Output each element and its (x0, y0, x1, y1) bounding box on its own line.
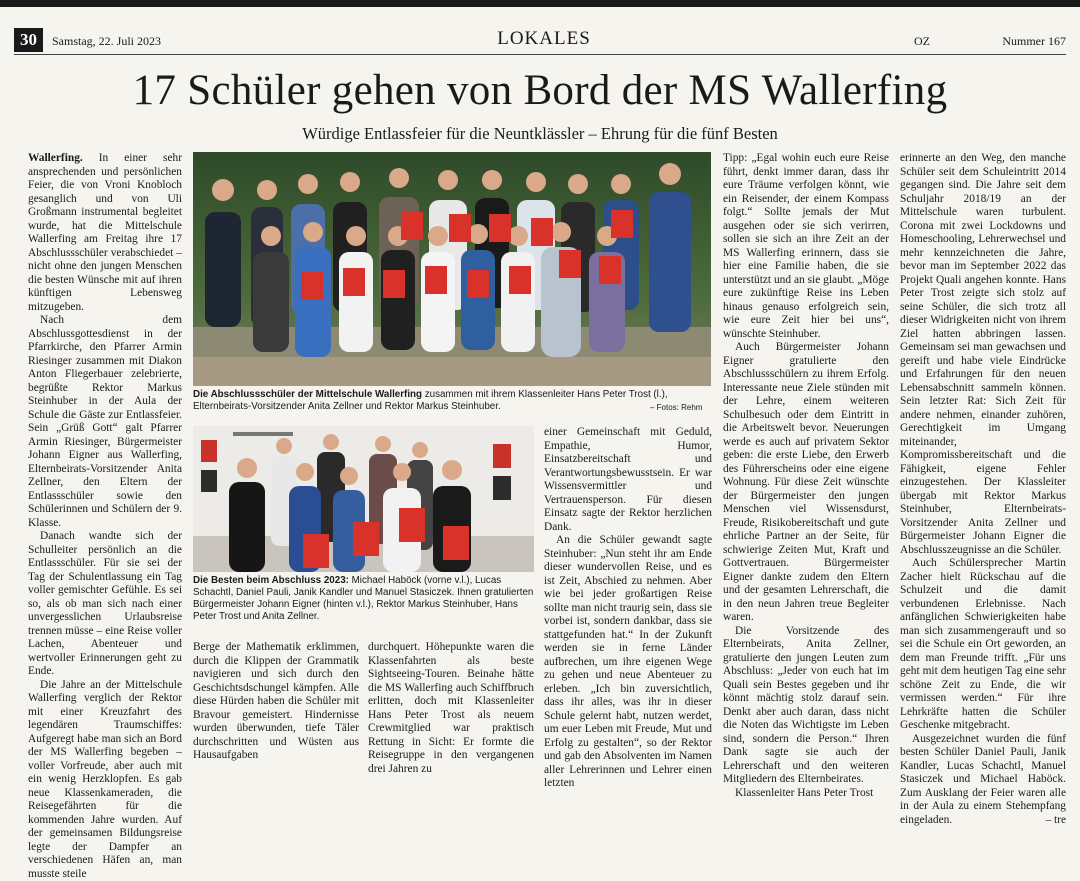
paragraph: Die Vorsitzende des Elternbeirats, Anita Zellner, gratulierte den jungen Leuten zum Abschluss: „Jeder von euch hat im Quali sein Bestes gegeben und ihr könnt mächtig stolz darauf sein. Denkt aber auch daran, dass nicht die Noten das Wichtigste im Leben sind, sondern die Person.“ Ihren Dank sagte sie auch der Lehrerschaft und den weiteren Mitgliedern des Elternbeirates. (723, 625, 889, 787)
paragraph: Ausgezeichnet wurden die fünf besten Schüler Daniel Pauli, Janik Kandler, Lucas Schachtl, Manuel Stasiczek und Michael Haböck. Zum Ausklang der Feier waren alle in der Aula zu einem Stehempfang eingeladen. – tre (900, 733, 1066, 828)
photo1-caption: Die Abschlussschüler der Mittelschule Wallerfing zusammen mit ihrem Klassenleiter Hans Peter Trost (l.), Elternbeirats-Vorsitzender Anita Zellner und Rektor Markus Steinhuber. (193, 389, 711, 413)
photo2-caption: Die Besten beim Abschluss 2023: Michael Haböck (vorne v.l.), Lucas Schachtl, Daniel Pauli, Janik Kandler und Manuel Stasiczek. Ihnen gratulierten Bürgermeister Johann Eigner (hinten v.l.), Rektor Markus Steinhuber, Hans Peter Trost und Anita Zellner. (193, 575, 534, 623)
paragraph: Tipp: „Egal wohin euch eure Reise führt, denkt immer daran, dass ihr eure Träume verfolgen könnt, wie ein Reisender, der einem Kompass folgt.“ Sollte jemals der Mut ausgehen oder sie sich verirren, sollen sie sich an ihre Zeit an der MS Wallerfing erinnern, dass sie hier eine Familie haben, die sie unterstützt und an sie glaubt. „Möge eure zukünftige Reise ins Leben hinaus genauso erfolgreich sein, wie eure Zeit hier bei uns“, wünschte Steinhuber. (723, 152, 889, 341)
photo-credit: – Fotos: Rehm (650, 403, 702, 412)
subheadline: Würdige Entlassfeier für die Neuntklässler – Ehrung für die fünf Besten (0, 124, 1080, 144)
paragraph: erinnerte an den Weg, den manche Schüler seit dem Schuleintritt 2014 gegangen sind. Die Jahre seit dem Schuljahr 2018/19 an der Mittelschule waren turbulent. Corona mit zwei Lockdowns und Homeschooling, Lehrerwechsel und mehr kennzeichneten die Jahre, bevor man im September 2022 das Projekt Quali angehen konnte. Hans Peter Trost zeigte sich stolz auf seine Schüler, die sich trotz all dieser Widrigkeiten nicht von ihrem Ziel hatten abbringen lassen. Gemeinsam sei man gewachsen und gereift und habe viele Eindrücke und Erfahrungen für den neuen Lebensabschnitt sammeln können. Sein letzter Rat: Sich Zeit für andere nehmen, einander zuhören, Gerechtigkeit im Umgang miteinander, Kompromissbereitschaft und die Fähigkeit, eigene Fehler einzugestehen. Der Klassleiter übergab mit Rektor Markus Steinhuber, Elternbeirats-Vorsitzender Anita Zellner und Bürgermeister Johann Eigner die Abschlusszeugnisse an die Schüler. (900, 152, 1066, 557)
group-photo-image (193, 152, 711, 386)
paper-abbrev: OZ (914, 34, 930, 49)
dateline: Wallerfing. (28, 152, 83, 164)
paragraph: durchquert. Höhepunkte waren die Klassenfahrten als beste Sightseeing-Touren. Beinahe hätte die MS Wallerfing auch Schiffbruch erlitten, doch mit Klassenleiter Hans Peter Trost als neuem Crewmitglied war praktisch Rettung in Sicht: Er formte die Reisegruppe in den vergangenen drei Jahren zu (368, 641, 534, 776)
page-number: 30 (14, 28, 43, 52)
paragraph: Berge der Mathematik erklimmen, durch die Klippen der Grammatik navigieren und sich durch den Geschichtsdschungel kämpfen. Alle diese Hürden haben die Schüler mit Bravour gemeistert. Hindernisse wurden überwunden, tiefe Täler durchschritten und Wüsten aus Hausaufgaben (193, 641, 359, 763)
paragraph: Auch Schülersprecher Martin Zacher hielt Rückschau auf die Schulzeit und die damit verbundenen Erlebnisse. Nach anfänglichen Schwierigkeiten habe man sich zusammengerauft und so sei die Schule ein Ort geworden, an dem man Freunde trifft. „Für uns geht mit dem heutigen Tag eine sehr schöne Zeit zu Ende, die wir vermissen werden.“ Für ihre Lehrkräfte hatten die Schüler Geschenke mitgebracht. (900, 557, 1066, 733)
text-column-6 (900, 152, 1066, 762)
paragraph: einer Gemeinschaft mit Geduld, Empathie, Humor, Einsatzbereitschaft und Verantwortungsbewusstsein. Er war Wissensvermittler und Vertrauensperson. Für diesen Einsatz sagte der Rektor herzlichen Dank. (544, 426, 712, 534)
paragraph: Auch Bürgermeister Johann Eigner gratulierte den Abschlussschülern zu ihrem Erfolg. Interessante neue Ziele stünden mit der Lehre, einem weiteren Schulbesuch oder dem Eintritt in die Arbeitswelt bevor. Neuerungen werde es auch auf privatem Sektor geben: die erste Liebe, den Erwerb des Führerscheins oder eine eigene Wohnung. Für diese Zeit wünschte der Bürgermeister den jungen Menschen viel Wissensdurst, Freude, Risikobereitschaft und gute ehrliche Partner an der Seite, für schwierige Zeiten Mut, Kraft und Gottvertrauen. Bürgermeister Eigner dankte zudem den Eltern und der gesamten Lehrerschaft, die in den neun Jahren treue Begleiter waren. (723, 341, 889, 625)
headline: 17 Schüler gehen von Bord der MS Wallerfing (0, 66, 1080, 115)
page-header (14, 28, 1066, 55)
best-students-photo (193, 426, 534, 572)
text-column-4 (544, 426, 712, 763)
text-column-1 (28, 152, 182, 762)
paragraph: Danach wandte sich der Schulleiter persönlich an die Entlassschüler. Für sie sei der Tag der Schulentlassung ein Tag voller gemischter Gefühle. Es sei so, als ob man sich nach einer unvergesslichen Urlaubsreise trennen müsse – eine Reise voller Lachen, Abenteuer und wertvoller Erinnerungen geht zu Ende. (28, 530, 182, 679)
section-title: LOKALES (454, 28, 634, 50)
paragraph: Die Jahre an der Mittelschule Wallerfing verglich der Rektor mit einer Kreuzfahrt des legendären Traumschiffes: Aufgeregt habe man sich an Bord der MS Wallerfing begeben – voller Vorfreude, aber auch mit ein wenig Herzklopfen. Es gab neue Klassenkameraden, die Reisegefährten für die kommenden Jahre wurden. Auf der gemeinsamen Bildungsreise legte der Dampfer an verschiedenen Häfen an, man musste steile (28, 679, 182, 881)
text-column-2 (193, 641, 359, 763)
issue-number: Nummer 167 (1002, 34, 1066, 49)
paragraph: Wallerfing. In einer sehr ansprechenden und persönlichen Feier, die von Vroni Knobloch gesanglich und von Uli Großmann instrumental begleitet wurde, hat die Mittelschule Wallerfing am Freitag ihre 17 Abschlussschüler verabschiedet – nicht ohne den jungen Menschen die besten Wünsche mit auf ihren künftigen Lebensweg mitzugeben. (28, 152, 182, 314)
text-column-5 (723, 152, 889, 762)
text-column-3 (368, 641, 534, 763)
paragraph: Klassenleiter Hans Peter Trost (723, 787, 889, 801)
top-rule (0, 0, 1080, 7)
paragraph: Nach dem Abschlussgottesdienst in der Pfarrkirche, den Pfarrer Armin Riesinger zusammen mit Diakon Anton Fliegerbauer zelebrierte, begrüßte Rektor Markus Steinhuber in der Aula der Schule die Gäste zur Entlassfeier. Sein „Grüß Gott“ galt Pfarrer Armin Riesinger, Bürgermeister Johann Eigner aus Wallerfing, Elternbeirats-Vorsitzender Anita Zellner, den Eltern der Entlassschüler sowie den Schülerinnen und Schülern der 9. Klasse. (28, 314, 182, 530)
paragraph: An die Schüler gewandt sagte Steinhuber: „Nun steht ihr am Ende dieser wundervollen Reise, und es ist Zeit, Abschied zu nehmen. Aber wie bei jeder großartigen Reise sollte man nicht traurig sein, dass sie vorbei ist, sondern dankbar, dass sie stattgefunden hat.“ In der Zukunft werden sie in ferne Länder aufbrechen, um ihre eigenen Wege zu gehen und neue Abenteuer zu erleben. „Ich bin zuversichtlich, dass ihr alles, was ihr in dieser Schule gelernt habt, nutzen werdet, um euer Leben mit Freude, Mut und Erfolg zu gestalten“, so der Rektor und gab den Absolventen im Namen aller Lehrerinnen und Lehrer einen letzten (544, 534, 712, 791)
author-sign: – tre (1033, 814, 1066, 828)
group-photo (193, 152, 711, 386)
issue-date: Samstag, 22. Juli 2023 (52, 34, 161, 49)
best-students-image (193, 426, 534, 572)
